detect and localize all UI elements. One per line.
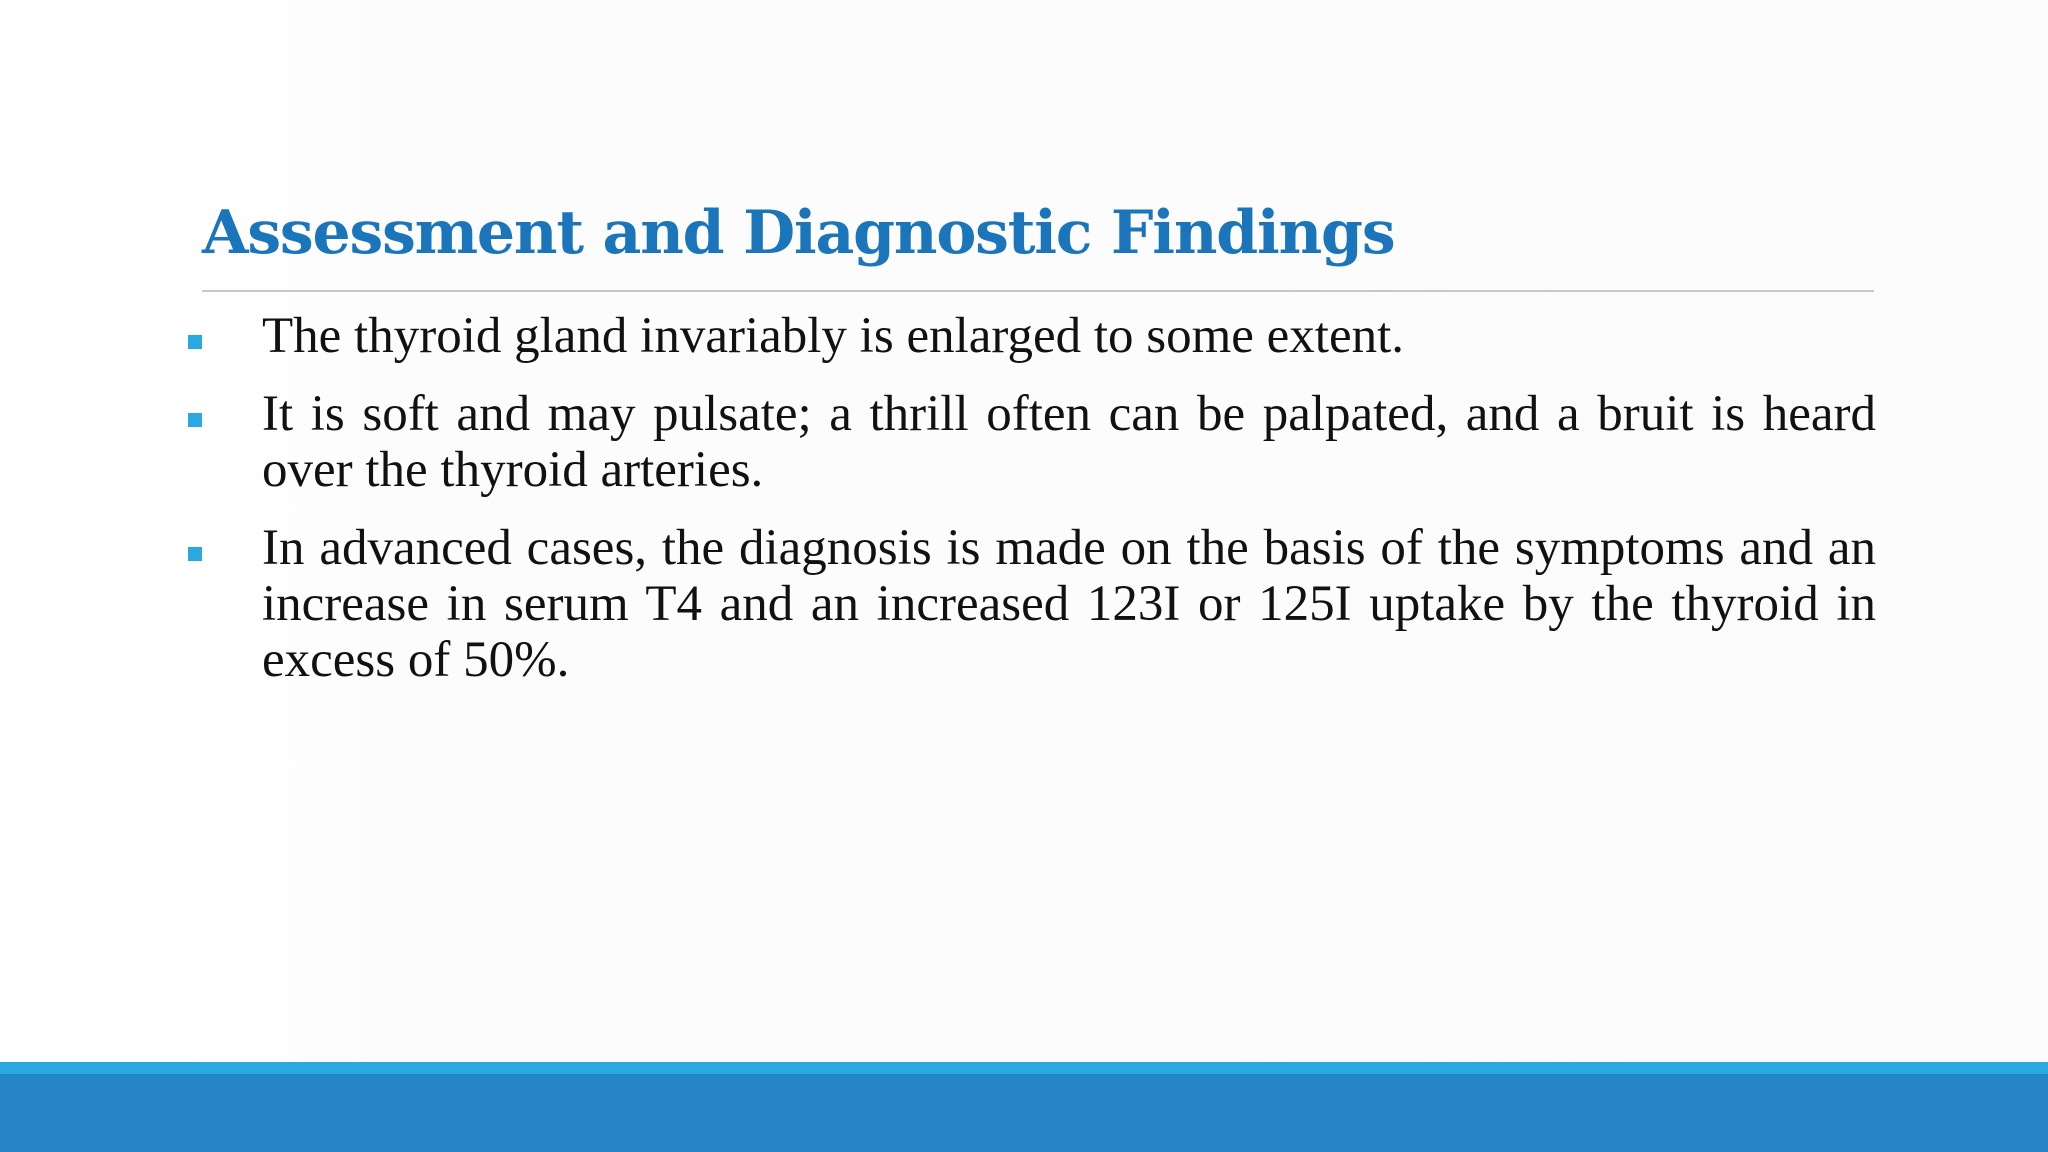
footer-bar [0,1074,2048,1152]
slide-title: Assessment and Diagnostic Findings [202,198,1395,268]
title-divider [202,290,1874,292]
square-bullet-icon [188,335,202,349]
bullet-text: The thyroid gland invariably is enlarged to some extent. [262,308,1405,364]
bullet-text: In advanced cases, the diagnosis is made on the basis of the symptoms and an increase in serum T4 and an increased 123I or 125I uptake by the thyroid in excess of 50%. [262,520,1876,688]
bullet-item [186,386,1876,498]
bullet-item [186,308,1876,364]
square-bullet-icon [188,413,202,427]
footer-accent-stripe [0,1062,2048,1074]
bullet-text: It is soft and may pulsate; a thrill often can be palpated, and a bruit is heard over the thyroid arteries. [262,386,1876,498]
square-bullet-icon [188,547,202,561]
bullet-item [186,520,1876,688]
bullet-list [186,308,1876,710]
